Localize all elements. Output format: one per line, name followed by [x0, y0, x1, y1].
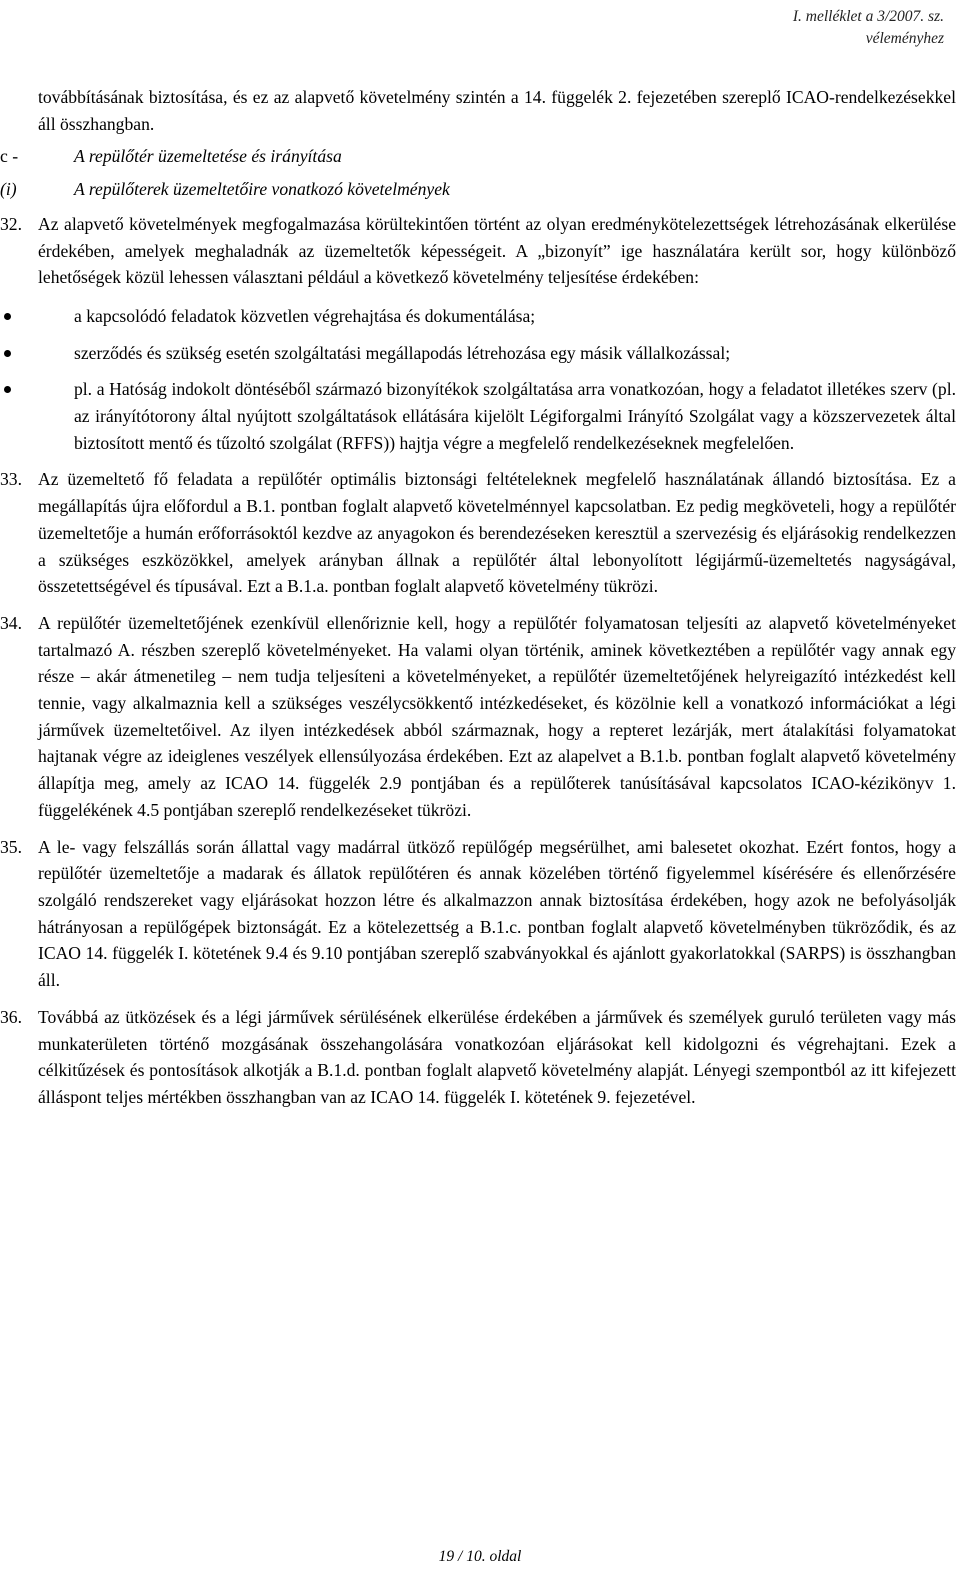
- paragraph-33: [0, 466, 956, 600]
- bullet-icon: [4, 350, 11, 357]
- paragraph-35-number: 35.: [0, 836, 22, 857]
- header-line-2: véleményhez: [865, 30, 944, 47]
- paragraph-33-number: 33.: [0, 469, 22, 490]
- list-item: pl. a Hatóság indokolt döntéséből származó bizonyítékok szolgáltatása arra vonatkozóan, hogy a feladatot illetékes szerv (pl. az irányítótorony által nyújtott szolgáltatások ellátására kijelölt Légiforgalmi Irányító Szolgálat vagy a közszervezetek által biztosított mentő és tűzoltó szolgálat (RFFS)) hajtja végre a megfelelő rendelkezéseknek megfelelően.: [38, 376, 956, 456]
- paragraph-35: [0, 834, 956, 994]
- section-c-title: A repülőtér üzemeltetése és irányítása: [74, 146, 342, 167]
- bullet-icon: [4, 313, 11, 320]
- bullet-icon: [4, 386, 11, 393]
- paragraph-34-number: 34.: [0, 612, 22, 633]
- subsection-i-number: (i): [0, 179, 17, 200]
- paragraph-32: [0, 211, 956, 457]
- intro-paragraph: továbbításának biztosítása, és ez az alapvető követelmény szintén a 14. függelék 2. fejezetében szereplő ICAO-rendelkezésekkel áll összhangban.: [38, 87, 956, 134]
- paragraph-32-text: Az alapvető követelmények megfogalmazása körültekintően történt az olyan eredménykötelezettségek létrehozásának elkerülése érdekében, amelyek meghaladnák az üzemeltetők képességeit. A „bizonyít” ige használatára került sor, hogy különböző lehetőségek közül lehessen választani például a következő követelmény teljesítése érdekében:: [38, 213, 956, 288]
- subsection-i-title: A repülőterek üzemeltetőire vonatkozó követelmények: [74, 179, 450, 200]
- header-line-1: I. melléklet a 3/2007. sz.: [792, 8, 944, 25]
- paragraph-36-text: Továbbá az ütközések és a légi járművek sérülésének elkerülése érdekében a járművek és személyek guruló területen vagy más munkaterületen történő mozgásának összehangolására vonatkozóan eljárásokat kell kidolgozni és végrehajtani. Ezek a célkitűzések és pontosítások alkotják a B.1.d. pontban foglalt alapvető követelmény alapját. Lényegi szempontból az itt kifejezett álláspont teljes mértékben összhangban van az ICAO 14. függelék I. kötetének 9. fejezetével.: [38, 1006, 956, 1107]
- list-item: a kapcsolódó feladatok közvetlen végrehajtása és dokumentálása;: [38, 303, 956, 330]
- paragraph-34-text: A repülőtér üzemeltetőjének ezenkívül ellenőriznie kell, hogy a repülőtér folyamatosan teljesíti az alapvető követelményeket tartalmazó A. részben szereplő követelményeket. Ha valami olyan történik, aminek következtében a repülőtér vagy annak egy része – akár átmenetileg – nem tudja teljesíteni a követelményeket, a repülőtér üzemeltetőjének helyreigazító intézkedést kell tennie, vagy alkalmaznia kell a szükséges veszélycsökkentő intézkedéseket, és közölnie kell a vonatkozó információkat a légi járművek üzemeltetőivel. Az ilyen intézkedések abból származnak, hogy a repteret lezárják, mert átalakítási folyamatokat hajtanak végre az ideiglenes veszélyek ellensúlyozása érdekében. Ezt az alapelvet a B.1.b. pontban foglalt alapvető követelmény állapítja meg, amely az ICAO 14. függelék 2.9 pontjában és a repülőterek tanúsításával kapcsolatos ICAO-kézikönyv 1. függelékének 4.5 pontjában szereplő rendelkezéseket tükrözi.: [38, 612, 956, 820]
- paragraph-33-text: Az üzemeltető fő feladata a repülőtér optimális biztonsági feltételeknek megfelelő használatának állandó biztosítása. Ez a megállapítás újra előfordul a B.1. pontban foglalt alapvető követelménnyel kapcsolatban. Ez pedig megköveteli, hogy a repülőtér üzemeltetője a humán erőforrásoktól kezdve az anyagokon és berendezéseken keresztül a szervezésig és eljárásokig rendelkezzen a szükséges eszközökkel, amelyek arányban állnak a repülőtér által lebonyolított légijármű-üzemeltetés nagyságával, összetettségével és típusával. Ezt a B.1.a. pontban foglalt alapvető követelmény tükrözi.: [38, 469, 956, 597]
- section-c-heading: [0, 143, 956, 170]
- subsection-i-heading: [0, 176, 956, 203]
- section-c-number: c -: [0, 146, 19, 167]
- page-header: [793, 6, 944, 50]
- paragraph-35-text: A le- vagy felszállás során állattal vagy madárral ütköző repülőgép megsérülhet, ami balesetet okozhat. Ezért fontos, hogy a repülőtér üzemeltetője a madarak és állatok repülőtéren és annak közelében történő figyelemmel kísérésére és ellenőrzésére szolgáló rendszereket vagy eljárásokat hozzon létre és alkalmazzon annak biztosítása érdekében, hogy azok ne befolyásolják hátrányosan a repülőgépek biztonságát. Ez a kötelezettség a B.1.c. pontban foglalt alapvető követelményben tükröződik, és az ICAO 14. függelék I. kötetének 9.4 és 9.10 pontjában szereplő szabványokkal és ajánlott gyakorlatokkal (SARPS) is összhangban áll.: [38, 836, 956, 991]
- paragraph-36-number: 36.: [0, 1006, 22, 1027]
- page-number-footer: 19 / 10. oldal: [438, 1548, 522, 1565]
- paragraph-34: [0, 610, 956, 824]
- paragraph-32-number: 32.: [0, 213, 22, 234]
- document-body: [0, 84, 956, 1111]
- list-item: szerződés és szükség esetén szolgáltatási megállapodás létrehozása egy másik vállalkozással;: [38, 340, 956, 367]
- paragraph-36: [0, 1004, 956, 1111]
- paragraph-32-bullet-list: [38, 303, 956, 457]
